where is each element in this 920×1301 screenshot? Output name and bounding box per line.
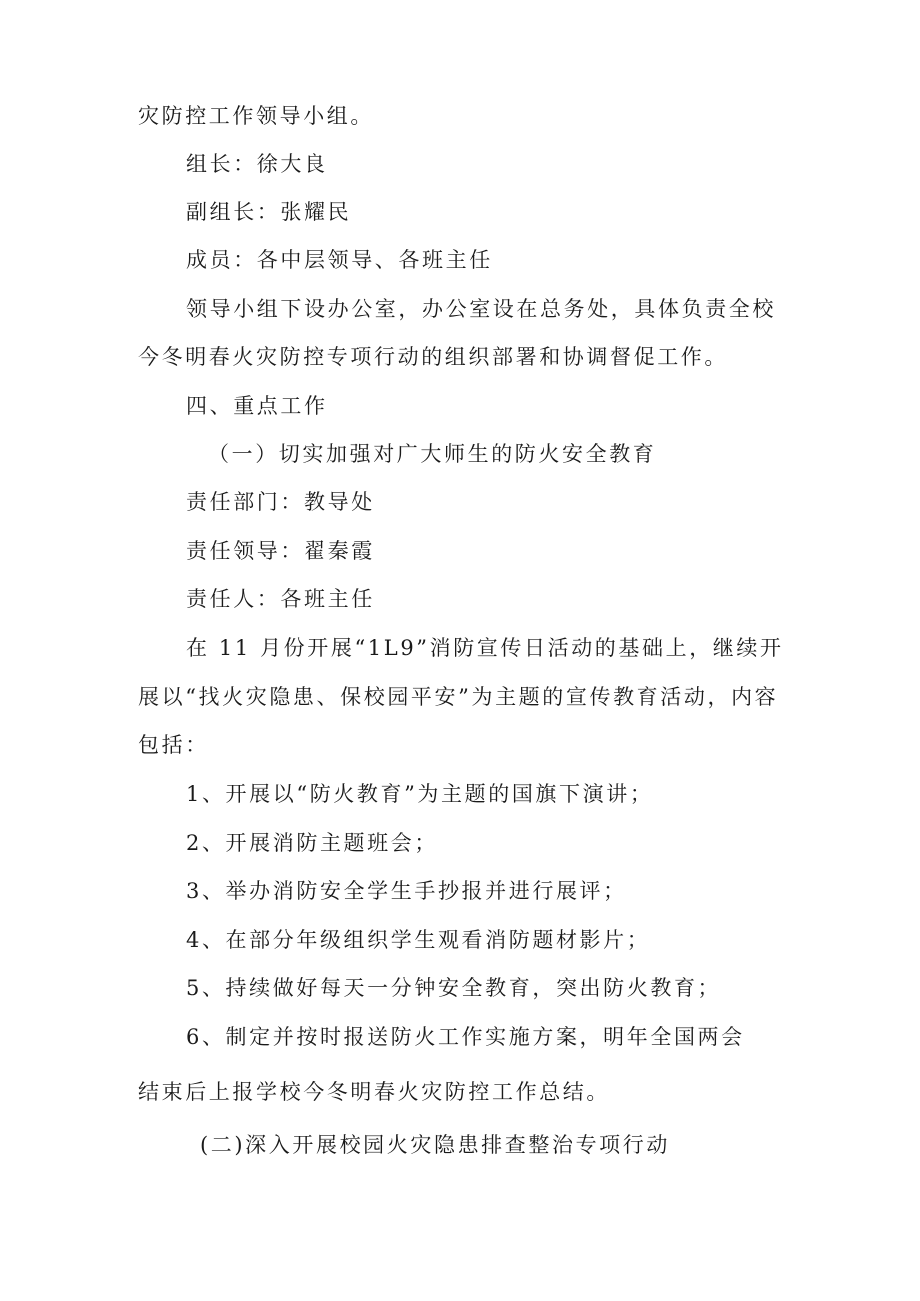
deputy-leader-line: 副组长：张耀民 [186, 200, 352, 224]
list-item: 5、持续做好每天一分钟安全教育，突出防火教育； [186, 976, 722, 1000]
paragraph-line: 灾防控工作领导小组。 [138, 104, 374, 128]
list-item: 3、举办消防安全学生手抄报并进行展评； [186, 879, 627, 903]
subsection-heading: （一）切实加强对广大师生的防火安全教育 [208, 442, 657, 466]
paragraph-line: 展以“找火灾隐患、保校园平安”为主题的宣传教育活动，内容 [138, 685, 779, 709]
responsible-department-line: 责任部门：教导处 [186, 490, 375, 514]
list-item: 1、开展以“防火教育”为主题的国旗下演讲； [186, 782, 654, 806]
members-line: 成员：各中层领导、各班主任 [186, 248, 493, 272]
paragraph-line: 结束后上报学校今冬明春火灾防控工作总结。 [138, 1080, 610, 1104]
paragraph-line: 包括： [138, 733, 209, 757]
list-item: 4、在部分年级组织学生观看消防题材影片； [186, 928, 651, 952]
paragraph-line: 领导小组下设办公室，办公室设在总务处，具体负责全校 [186, 297, 776, 321]
paragraph-line: 今冬明春火灾防控专项行动的组织部署和协调督促工作。 [138, 345, 728, 369]
responsible-leader-line: 责任领导：翟秦霞 [186, 539, 375, 563]
list-item: 6、制定并按时报送防火工作实施方案，明年全国两会 [186, 1025, 745, 1049]
paragraph-line: 在 11 月份开展“1L9”消防宣传日活动的基础上，继续开 [186, 636, 784, 660]
subsection-heading: (二)深入开展校园火灾隐患排查整治专项行动 [200, 1133, 670, 1157]
list-item: 2、开展消防主题班会； [186, 831, 438, 855]
group-leader-line: 组长：徐大良 [186, 152, 328, 176]
responsible-person-line: 责任人：各班主任 [186, 587, 375, 611]
section-heading: 四、重点工作 [186, 394, 328, 418]
